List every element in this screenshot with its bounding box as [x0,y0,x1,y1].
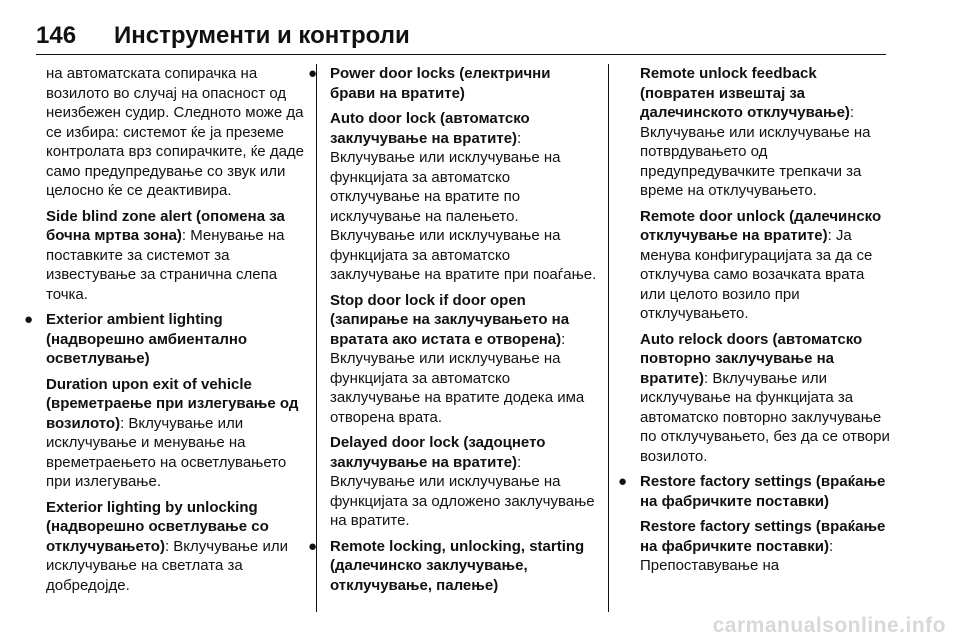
setting-title: Remote door unlock (далечинско отклучување на вратите) [640,207,882,244]
bullet-icon: ● [618,473,628,490]
bullet-icon: ● [308,537,318,555]
setting-title: Exterior lighting by unlocking (надворешно осветлување со отклучувањето) [46,498,269,555]
bullet-title: Restore factory settings (враќање на фабричките поставки) [640,473,886,510]
column-divider-2 [608,64,609,612]
paragraph-stop-door-lock [330,291,598,428]
setting-description: : Вклучување или исклучување и менување на времетраењето на осветлувањето при излегување. [46,414,287,490]
column-1 [24,64,308,601]
setting-description: : Ја менува конфигурацијата за да се отклучува само возачката врата или целото возило при отклучувањето. [640,227,873,322]
bullet-power-door-locks [308,64,598,103]
setting-title: Delayed door lock (задоцнето заклучување на вратите) [330,434,546,471]
paragraph-remote-unlock-feedback [640,64,890,201]
paragraph-exterior-lighting-unlock [46,498,308,596]
paragraph-restore-factory [640,517,890,576]
setting-description: : Вклучување или исклучување на потврдувањето од предупредувачките трепкачи за време на отклучувањето. [640,104,871,199]
page-header [36,18,886,55]
setting-description: : Препоставување на [640,537,834,574]
bullet-remote-locking [308,537,598,596]
bullet-title: Exterior ambient lighting (надворешно амбиентално осветлување) [46,311,248,367]
paragraph-auto-relock [640,330,890,467]
setting-title: Auto relock doors (автоматско повторно заклучување на вратите) [640,330,863,387]
paragraph-delayed-door-lock [330,433,598,531]
paragraph-auto-door-lock [330,109,598,285]
watermark: carmanualsonline.info [712,614,946,637]
paragraph-remote-door-unlock [640,207,890,324]
setting-description: : Вклучување или исклучување на функцијата за автоматско отклучување на вратите по исклучување на палењето. Вклучување или исклучување на функцијата за автоматско заклучување на вратите при поаѓање. [330,129,597,283]
column-2 [308,64,598,601]
setting-title: Remote unlock feedback (повратен извештај за далечинското отклучување) [640,65,850,121]
paragraph-side-blind-zone [46,207,308,305]
bullet-icon: ● [308,65,318,82]
bullet-title: Remote locking, unlocking, starting (далечинско заклучување, отклучување, палење) [330,537,585,594]
setting-title: Duration upon exit of vehicle (времетраење при излегување од возилото) [46,375,299,432]
paragraph-aeb-continued: на автоматската сопирачка на возилото во случај на опасност од неизбежен судир. Следното може да се избира: системот ќе ја преземе контролата врз сопирачките, ќе даде само предупредување со звук или целосно ќе се деактивира. [46,65,305,199]
column-3 [618,64,890,582]
bullet-exterior-ambient-lighting [24,310,308,369]
bullet-icon: ● [24,311,34,328]
setting-description: : Вклучување или исклучување на функцијата за автоматско заклучување на вратите додека има отворена врата. [330,330,585,426]
bullet-title: Power door locks (електрични брави на вратите) [330,65,551,102]
page-title: Инструменти и контроли [114,22,410,49]
setting-description: : Менување на поставките за системот за известување за странична слепа точка. [46,227,285,303]
column-divider-1 [316,64,317,612]
setting-description: : Вклучување или исклучување на функцијата за одложено заклучување на вратите. [330,453,595,529]
setting-title: Stop door lock if door open (запирање на заклучувањето на вратата ако истата е отворена) [330,291,570,348]
setting-description: : Вклучување или исклучување на функцијата за автоматско повторно заклучување по отклучувањето, без да се отвори возилото. [640,369,890,465]
setting-title: Side blind zone alert (опомена за бочна мртва зона) [46,207,285,244]
paragraph-duration-exit [46,375,308,492]
setting-description: : Вклучување или исклучување на светлата за добредојде. [46,537,288,594]
bullet-restore-factory [618,472,890,511]
page-number: 146 [36,22,77,49]
setting-title: Restore factory settings (враќање на фабричките поставки) [640,518,886,555]
setting-title: Auto door lock (автоматско заклучување на вратите) [330,110,530,147]
